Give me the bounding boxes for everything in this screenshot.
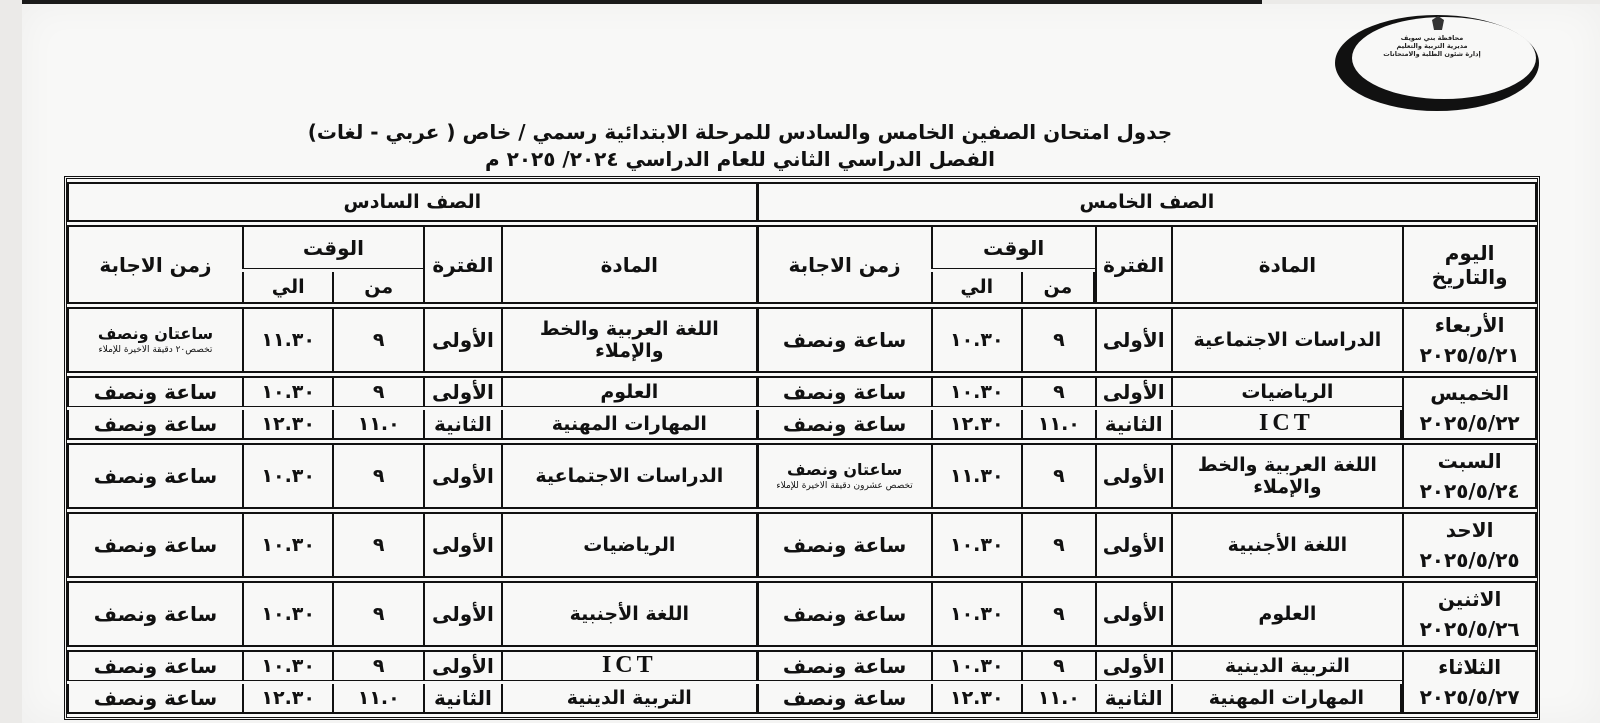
directorate-logo [1332, 12, 1542, 114]
period-cell: الأولى [1095, 512, 1171, 578]
period-cell: الأولى [1095, 376, 1171, 407]
time-from-cell: ١١.٠ [332, 410, 423, 441]
column-header-row [67, 225, 1537, 269]
day-date-cell [1402, 581, 1537, 647]
col-period-header-g5: الفترة [1095, 225, 1171, 304]
schedule-grid [67, 179, 1537, 717]
time-from-cell: ٩ [332, 376, 423, 407]
subject-cell: التربية الدينية [501, 684, 756, 715]
col-from-header-g6: من [332, 272, 423, 304]
exam-date: ٢٠٢٥/٥/٢٦ [1419, 617, 1520, 641]
table-row [67, 581, 1537, 647]
day-date-cell [1402, 650, 1537, 714]
duration-value: ساعتان ونصف [787, 460, 903, 479]
col-to-header-g6: الي [242, 272, 333, 304]
table-row [67, 443, 1537, 509]
period-cell: الأولى [423, 512, 501, 578]
time-from-cell: ٩ [1021, 512, 1095, 578]
subject-cell: الرياضيات [1171, 376, 1403, 407]
duration-cell: ساعة ونصف [67, 376, 242, 407]
table-row [67, 684, 1537, 715]
time-to-cell: ١٢.٣٠ [242, 684, 333, 715]
time-to-cell: ١٠.٣٠ [242, 512, 333, 578]
col-to-header-g5: الي [931, 272, 1022, 304]
subject-cell: المهارات المهنية [501, 410, 756, 441]
time-from-cell: ٩ [1021, 650, 1095, 681]
exam-schedule-table [64, 176, 1540, 720]
time-from-cell: ٩ [332, 307, 423, 373]
day-date-cell [1402, 376, 1537, 440]
period-cell: الأولى [423, 376, 501, 407]
exam-date: ٢٠٢٥/٥/٢٥ [1419, 548, 1520, 572]
subject-cell: الدراسات الاجتماعية [1171, 307, 1403, 373]
time-to-cell: ١٠.٣٠ [931, 512, 1022, 578]
period-cell: الثانية [1095, 410, 1171, 441]
time-from-cell: ٩ [1021, 307, 1095, 373]
day-name: الاحد [1445, 518, 1494, 542]
duration-cell: ساعة ونصف [67, 410, 242, 441]
col-time-header-g6: الوقت [242, 225, 423, 269]
exam-date: ٢٠٢٥/٥/٢٢ [1419, 411, 1520, 435]
duration-cell: ساعة ونصف [756, 410, 931, 441]
time-to-cell: ١٠.٣٠ [931, 376, 1022, 407]
subject-cell: العلوم [501, 376, 756, 407]
time-to-cell: ١٠.٣٠ [931, 581, 1022, 647]
period-cell: الأولى [423, 443, 501, 509]
logo-line-directorate: مديرية التربية والتعليم [1396, 42, 1468, 50]
col-subject-header-g6: المادة [501, 225, 756, 304]
col-day-header: اليوم والتاريخ [1402, 225, 1537, 304]
subject-cell: التربية الدينية [1171, 650, 1403, 681]
period-cell: الثانية [1095, 684, 1171, 715]
table-row [67, 307, 1537, 373]
col-from-header-g5: من [1021, 272, 1095, 304]
duration-note: تخصص عشرون دقيقة الاخيرة للإملاء [776, 481, 913, 491]
time-from-cell: ٩ [1021, 376, 1095, 407]
day-name: الخميس [1430, 381, 1509, 405]
duration-cell: ساعة ونصف [67, 581, 242, 647]
duration-cell: ساعة ونصف [67, 684, 242, 715]
period-cell: الأولى [1095, 581, 1171, 647]
period-cell: الأولى [423, 581, 501, 647]
time-to-cell: ١٠.٣٠ [931, 307, 1022, 373]
duration-cell: ساعة ونصف [756, 512, 931, 578]
day-name: الثلاثاء [1438, 655, 1502, 679]
logo-line-department: إدارة شئون الطلبة والامتحانات [1383, 50, 1481, 58]
col-duration-header-g5: زمن الاجابة [756, 225, 931, 304]
col-period-header-g6: الفترة [423, 225, 501, 304]
duration-cell: ساعة ونصف [756, 684, 931, 715]
time-to-cell: ١١.٣٠ [242, 307, 333, 373]
exam-date: ٢٠٢٥/٥/٢٤ [1419, 479, 1520, 503]
subject-cell: المهارات المهنية [1171, 684, 1403, 715]
day-name: السبت [1437, 449, 1502, 473]
duration-cell: ساعة ونصف [756, 376, 931, 407]
time-to-cell: ١٠.٣٠ [242, 376, 333, 407]
page-title: جدول امتحان الصفين الخامس والسادس للمرحلة الابتدائية رسمي / خاص ( عربي - لغات) [307, 120, 1173, 144]
time-to-cell: ١٠.٣٠ [242, 650, 333, 681]
period-cell: الأولى [1095, 650, 1171, 681]
day-name: الأربعاء [1434, 313, 1505, 337]
day-date-cell [1402, 443, 1537, 509]
time-from-cell: ٩ [1021, 581, 1095, 647]
time-from-cell: ١١.٠ [332, 684, 423, 715]
time-from-cell: ٩ [1021, 443, 1095, 509]
time-to-cell: ١٢.٣٠ [931, 684, 1022, 715]
duration-cell: ساعة ونصف [67, 650, 242, 681]
grade-header-row [67, 182, 1537, 222]
day-date-cell [1402, 512, 1537, 578]
duration-cell: ساعة ونصف [67, 512, 242, 578]
time-from-cell: ٩ [332, 512, 423, 578]
period-cell: الأولى [1095, 307, 1171, 373]
period-cell: الأولى [423, 307, 501, 373]
grade6-header: الصف السادس [67, 182, 756, 222]
logo-line-governorate: محافظة بني سويف [1400, 34, 1464, 42]
time-from-cell: ٩ [332, 581, 423, 647]
grade5-header: الصف الخامس [756, 182, 1537, 222]
time-to-cell: ١٢.٣٠ [931, 410, 1022, 441]
col-duration-header-g6: زمن الاجابة [67, 225, 242, 304]
col-subject-header-g5: المادة [1171, 225, 1403, 304]
duration-cell: ساعة ونصف [67, 443, 242, 509]
subject-cell: ICT [1171, 410, 1403, 441]
period-cell: الأولى [423, 650, 501, 681]
time-to-cell: ١٠.٣٠ [242, 443, 333, 509]
time-to-cell: ١٠.٣٠ [242, 581, 333, 647]
day-date-cell [1402, 307, 1537, 373]
subject-cell: ICT [501, 650, 756, 681]
table-row [67, 650, 1537, 681]
time-from-cell: ١١.٠ [1021, 410, 1095, 441]
subject-cell: الرياضيات [501, 512, 756, 578]
time-from-cell: ٩ [332, 443, 423, 509]
time-to-cell: ١٠.٣٠ [931, 650, 1022, 681]
subject-cell: اللغة الأجنبية [1171, 512, 1403, 578]
subject-cell: الدراسات الاجتماعية [501, 443, 756, 509]
period-cell: الثانية [423, 684, 501, 715]
duration-note: تخصص٢٠ دقيقة الاخيرة للإملاء [98, 345, 213, 355]
table-row [67, 512, 1537, 578]
page-subtitle: الفصل الدراسي الثاني للعام الدراسي ٢٠٢٤/ ٢٠٢٥ م [485, 147, 995, 171]
table-row [67, 410, 1537, 441]
document-header [260, 118, 1220, 172]
logo-text [1377, 34, 1487, 58]
duration-cell: ساعة ونصف [756, 650, 931, 681]
time-to-cell: ١١.٣٠ [931, 443, 1022, 509]
subject-cell: اللغة العربية والخط والإملاء [1171, 443, 1403, 509]
duration-cell [67, 307, 242, 373]
scan-edge-line [22, 0, 1262, 4]
table-row [67, 376, 1537, 407]
duration-cell: ساعة ونصف [756, 307, 931, 373]
period-cell: الثانية [423, 410, 501, 441]
time-to-cell: ١٢.٣٠ [242, 410, 333, 441]
duration-value: ساعتان ونصف [97, 324, 214, 343]
subject-cell: العلوم [1171, 581, 1403, 647]
period-cell: الأولى [1095, 443, 1171, 509]
subject-cell: اللغة العربية والخط والإملاء [501, 307, 756, 373]
duration-cell [756, 443, 931, 509]
subject-cell: اللغة الأجنبية [501, 581, 756, 647]
time-from-cell: ٩ [332, 650, 423, 681]
duration-cell: ساعة ونصف [756, 581, 931, 647]
time-from-cell: ١١.٠ [1021, 684, 1095, 715]
logo-emblem-icon [1332, 12, 1542, 114]
exam-date: ٢٠٢٥/٥/٢٧ [1419, 685, 1520, 709]
day-name: الاثنين [1437, 587, 1502, 611]
col-time-header-g5: الوقت [931, 225, 1095, 269]
exam-date: ٢٠٢٥/٥/٢١ [1419, 343, 1520, 367]
